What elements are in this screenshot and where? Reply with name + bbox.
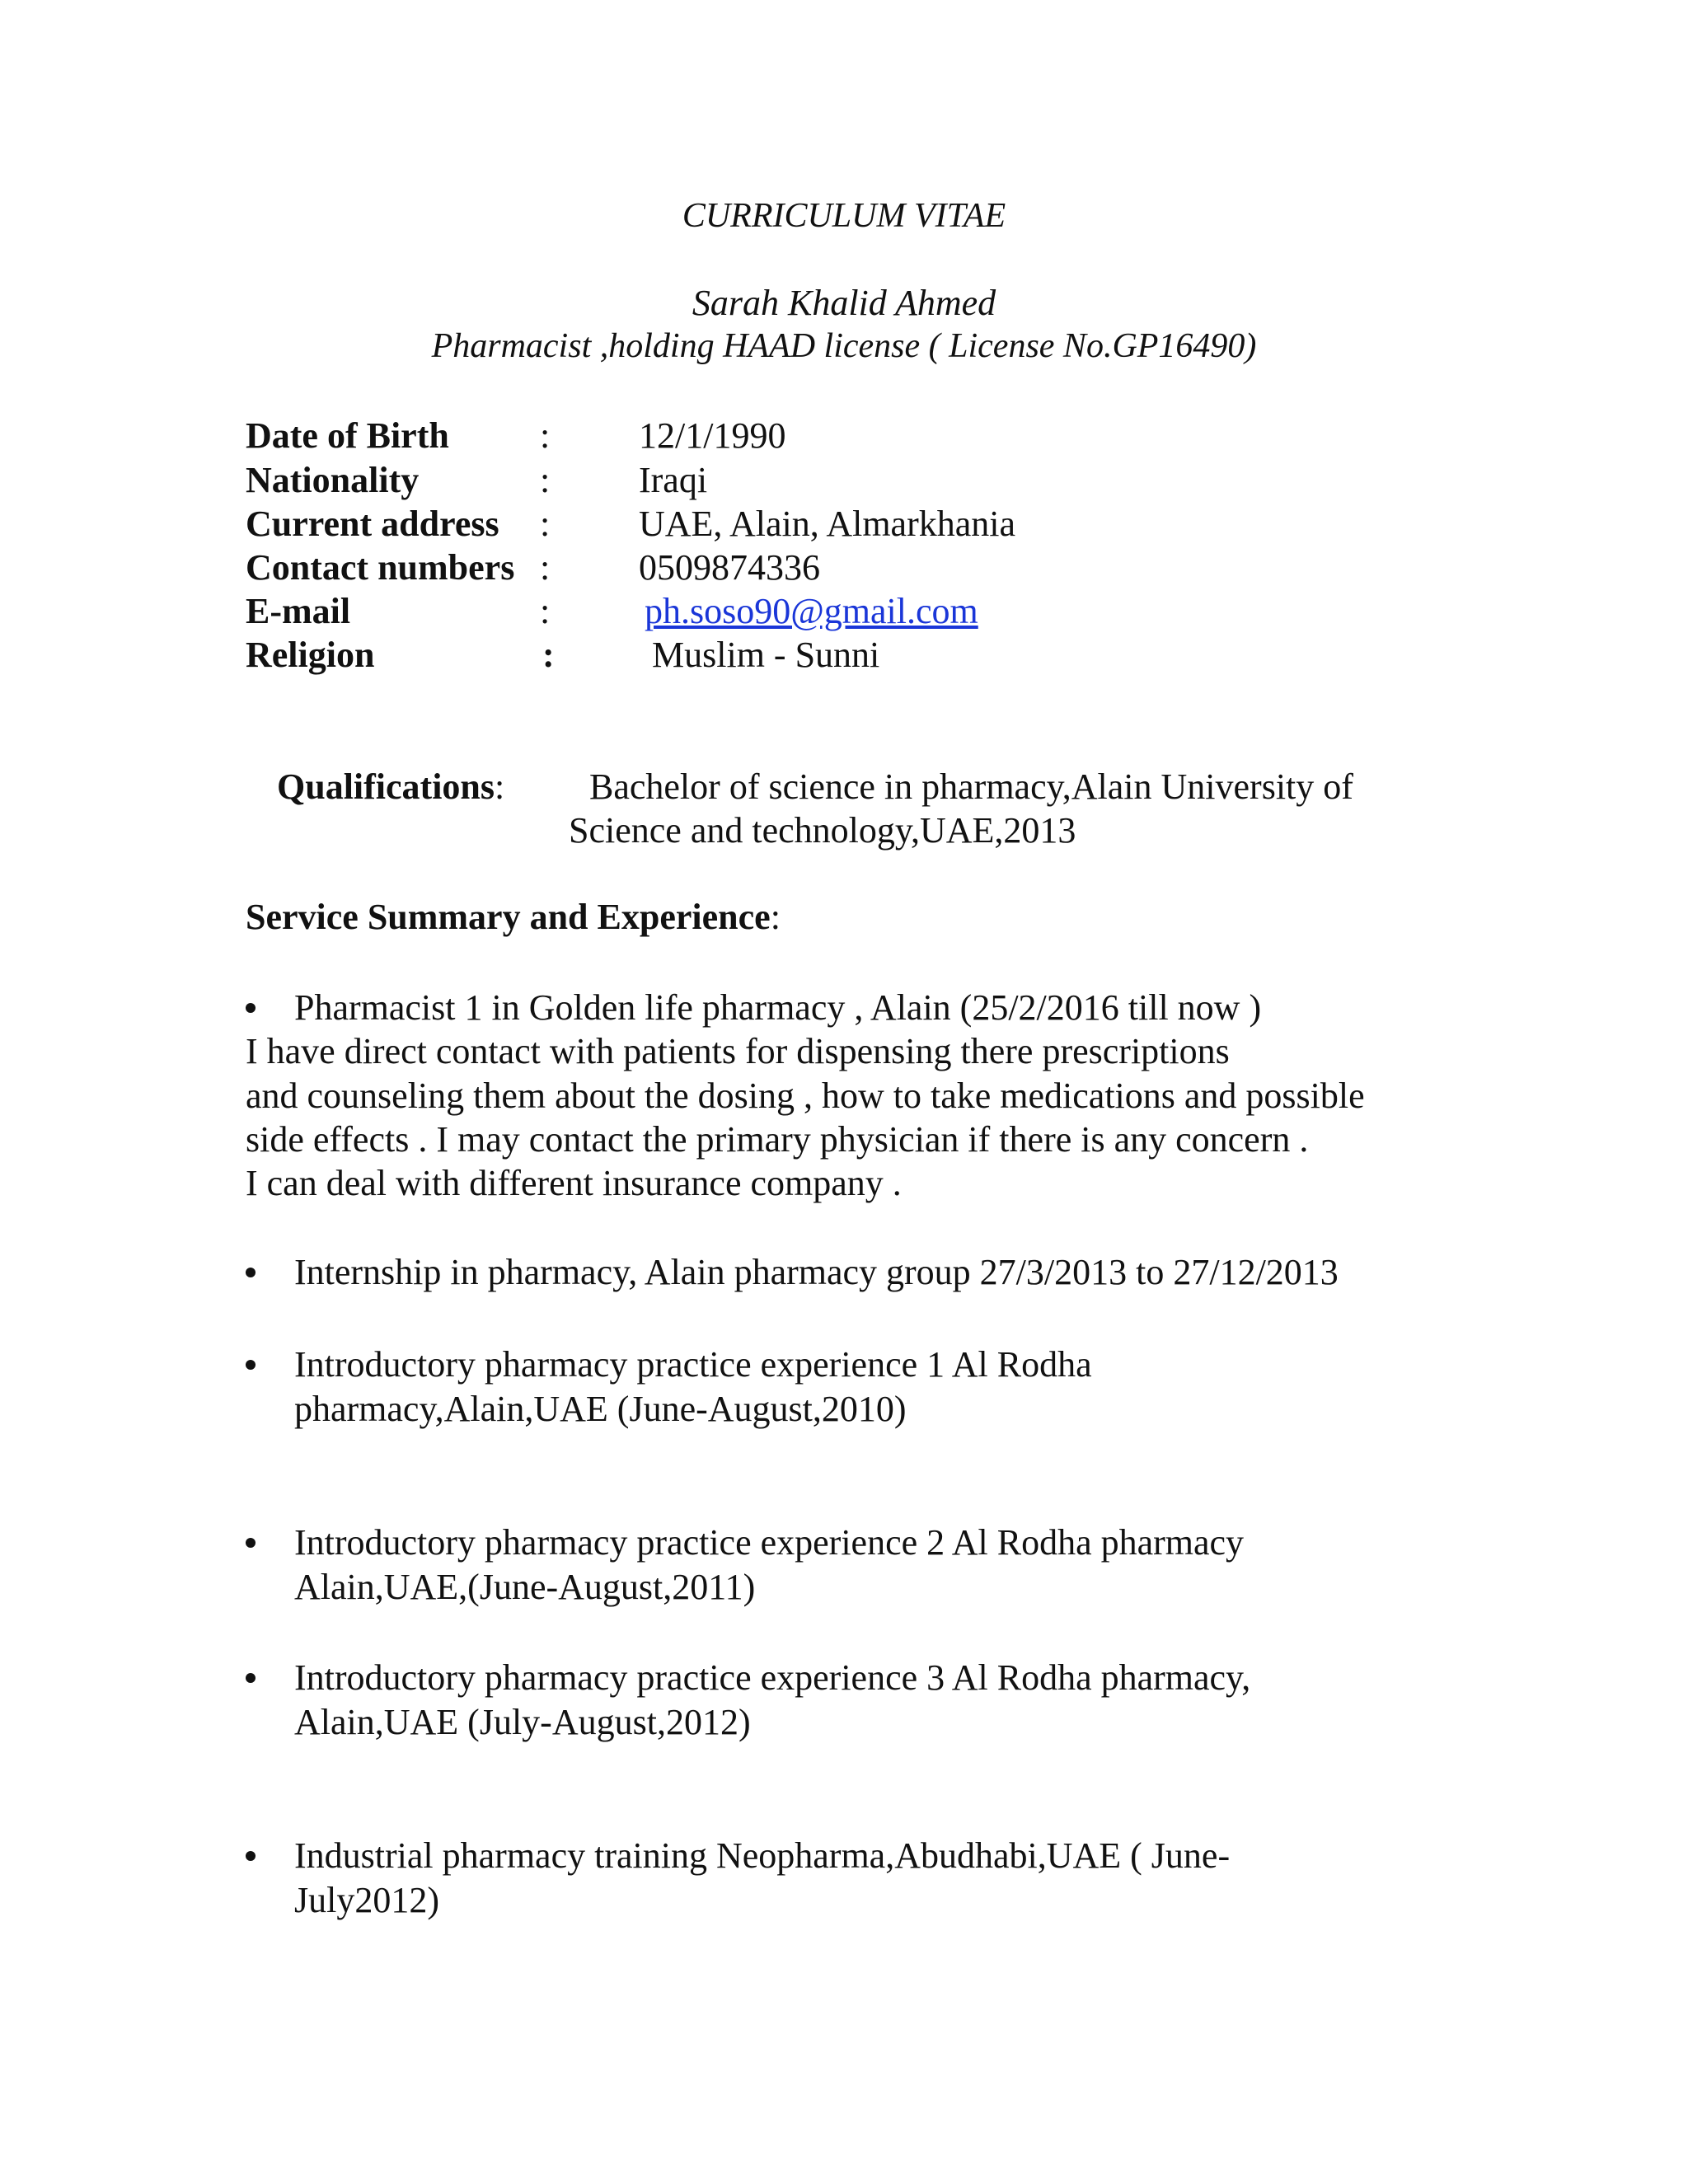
experience-item-text: Introductory pharmacy practice experience 3 Al Rodha pharmacy, [294, 1657, 1251, 1698]
value-date-of-birth: 12/1/1990 [639, 415, 786, 456]
label-religion: Religion [246, 635, 375, 675]
candidate-name: Sarah Khalid Ahmed [692, 283, 996, 323]
description-line: I have direct contact with patients for dispensing there prescriptions [246, 1031, 1230, 1071]
qualifications-label [277, 765, 504, 809]
label-current-address: Current address [246, 504, 499, 544]
label-date-of-birth: Date of Birth [246, 415, 449, 456]
document-title: CURRICULUM VITAE [682, 197, 1006, 235]
label-nationality: Nationality [246, 460, 420, 500]
description-line: I can deal with different insurance company . [246, 1163, 902, 1203]
value-contact-numbers: 0509874336 [639, 547, 820, 588]
label-contact-numbers: Contact numbers [246, 547, 515, 588]
experience-item-text: Pharmacist 1 in Golden life pharmacy , Alain (25/2/2016 till now ) [294, 987, 1262, 1028]
description-line: side effects . I may contact the primary physician if there is any concern . [246, 1119, 1309, 1160]
experience-item-text: Alain,UAE,(June-August,2011) [294, 1567, 756, 1607]
colon: : [540, 415, 551, 456]
experience-heading-text: Service Summary and Experience [246, 897, 771, 937]
qualifications-label-text: Qualifications [277, 766, 495, 807]
bullet-icon [246, 1268, 256, 1277]
candidate-subtitle: Pharmacist ,holding HAAD license ( License No.GP16490) [431, 327, 1257, 365]
colon: : [770, 897, 781, 937]
qualification-line-1: Bachelor of science in pharmacy,Alain University of [589, 766, 1353, 807]
value-current-address: UAE, Alain, Almarkhania [639, 504, 1016, 544]
experience-item-text: Alain,UAE (July-August,2012) [294, 1702, 751, 1742]
colon: : [495, 766, 505, 807]
experience-item-text: Internship in pharmacy, Alain pharmacy group 27/3/2013 to 27/12/2013 [294, 1252, 1339, 1292]
experience-item-text: Introductory pharmacy practice experience 2 Al Rodha pharmacy [294, 1522, 1245, 1563]
bullet-icon [246, 1360, 256, 1370]
experience-item-text: pharmacy,Alain,UAE (June-August,2010) [294, 1389, 907, 1429]
colon: : [542, 635, 555, 675]
bullet-icon [246, 1851, 256, 1861]
bullet-icon [246, 1003, 256, 1013]
bullet-icon [246, 1673, 256, 1683]
label-email: E-mail [246, 591, 351, 631]
email-link[interactable]: ph.soso90@gmail.com [645, 591, 978, 631]
colon: : [540, 460, 551, 500]
bullet-icon [246, 1538, 256, 1548]
experience-item-text: Introductory pharmacy practice experience 1 Al Rodha [294, 1344, 1092, 1385]
value-religion: Muslim - Sunni [652, 635, 880, 675]
experience-item-text: July2012) [294, 1880, 439, 1920]
colon: : [540, 504, 551, 544]
description-line: and counseling them about the dosing , how to take medications and possible [246, 1076, 1365, 1116]
value-nationality: Iraqi [639, 460, 708, 500]
colon: : [540, 591, 551, 631]
experience-item-text: Industrial pharmacy training Neopharma,Abudhabi,UAE ( June- [294, 1835, 1231, 1876]
experience-heading [246, 895, 781, 940]
colon: : [540, 547, 551, 588]
qualification-line-2: Science and technology,UAE,2013 [569, 810, 1076, 851]
